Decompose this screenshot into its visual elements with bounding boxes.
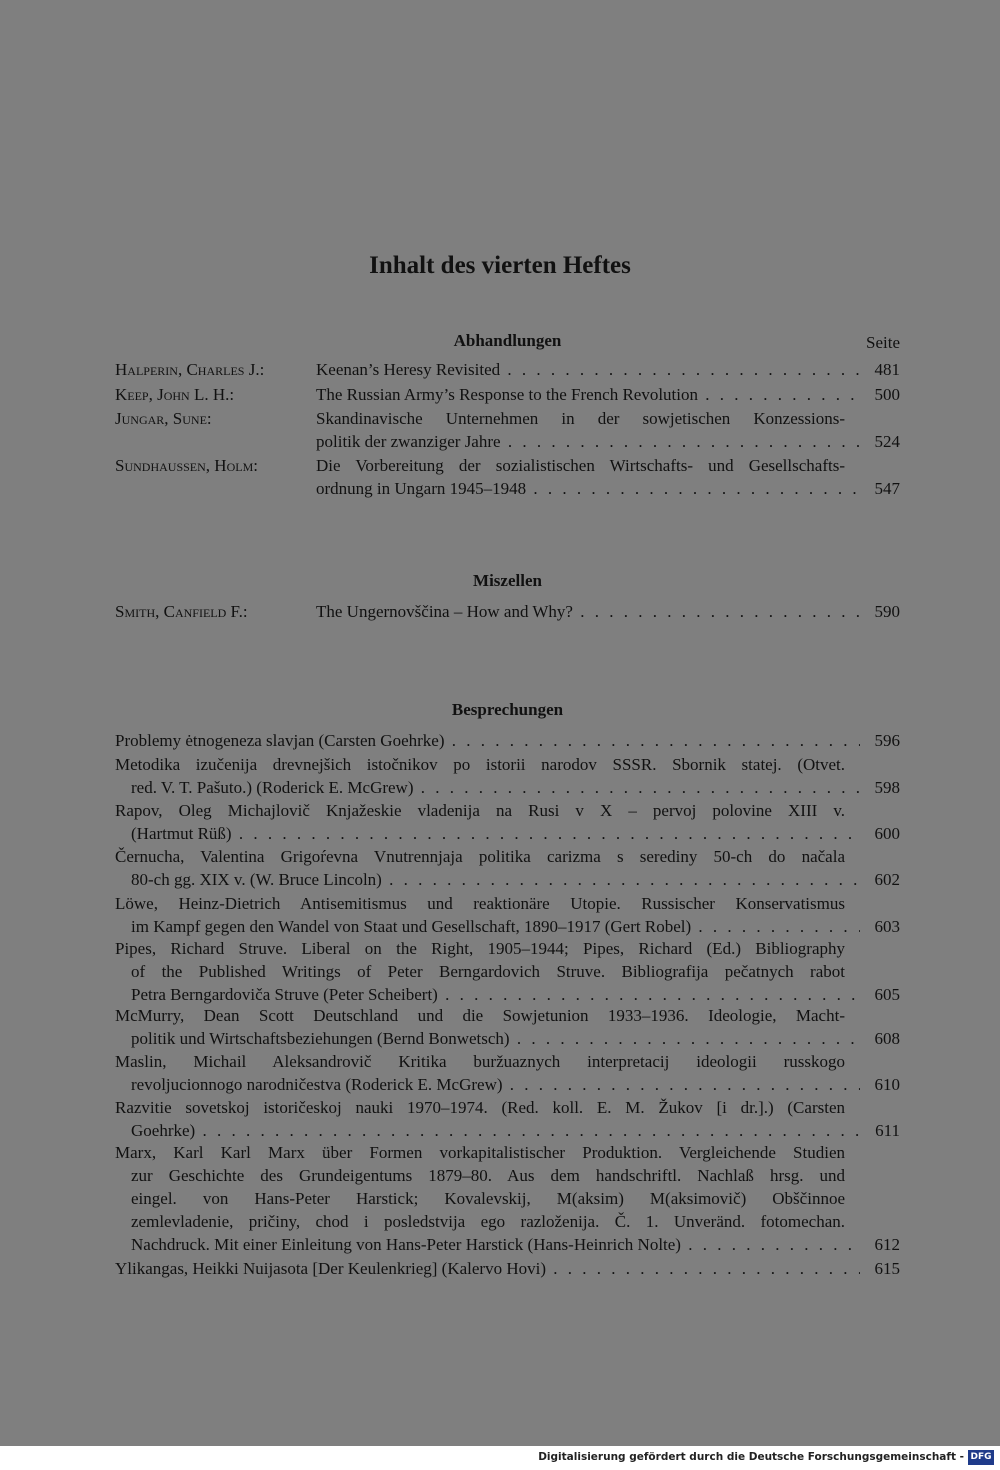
toc-title-line: Skandinavische Unternehmen in der sowjetischen Konzessions- <box>316 409 845 428</box>
review-page-number: 596 <box>860 729 900 752</box>
review-line: McMurry, Dean Scott Deutschland und die Sowjetunion 1933–1936. Ideologie, Macht- <box>115 1006 845 1025</box>
review-line: revoljucionnogo narodničestva (Roderick E. McGrew) . . . <box>115 1073 900 1096</box>
toc-author: Sundhaussen, Holm: <box>115 456 258 475</box>
review-entry <box>115 845 900 891</box>
toc-page-number: 524 <box>860 430 900 453</box>
review-entry <box>115 753 900 799</box>
review-entry <box>115 892 900 938</box>
review-page-number: 600 <box>860 822 900 845</box>
digitization-footer <box>0 1446 1000 1470</box>
review-line: zur Geschichte des Grundeigentums 1879–80. Aus dem handschriftl. Nachlaß hrsg. und <box>131 1166 845 1185</box>
review-entry <box>115 1004 900 1050</box>
review-page-number: 602 <box>860 868 900 891</box>
toc-title-line: The Ungernovščina – How and Why? . . . <box>316 600 900 623</box>
review-line: Petra Berngardoviča Struve (Peter Scheibert) . . . <box>115 983 900 1006</box>
toc-entry <box>115 454 900 500</box>
dfg-logo-icon: DFG <box>968 1450 994 1465</box>
review-line: of the Published Writings of Peter Berngardovich Struve. Bibliografija pečatnych rabot <box>131 962 845 981</box>
review-entry <box>115 1257 900 1280</box>
toc-title-line: politik der zwanziger Jahre . . . <box>316 430 900 453</box>
review-entry <box>115 937 900 1006</box>
toc-entry <box>115 600 900 623</box>
review-page-number: 610 <box>860 1073 900 1096</box>
section-heading-abhandlungen: Abhandlungen <box>453 331 562 350</box>
review-line: im Kampf gegen den Wandel von Staat und Gesellschaft, 1890–1917 (Gert Robel) . . . <box>115 915 900 938</box>
toc-page-number: 500 <box>860 383 900 406</box>
review-line: Metodika izučenija drevnejšich istočnikov po istorii narodov SSSR. Sbornik statej. (Otvet. <box>115 755 845 774</box>
review-page-number: 615 <box>860 1257 900 1280</box>
review-entry <box>115 799 900 845</box>
toc-entry <box>115 358 900 381</box>
review-line: Ylikangas, Heikki Nuijasota [Der Keulenkrieg] (Kalervo Hovi) . . . <box>115 1257 900 1280</box>
section-heading-miszellen: Miszellen <box>473 571 542 590</box>
review-line: red. V. T. Pašuto.) (Roderick E. McGrew) . . . <box>115 776 900 799</box>
toc-author: Keep, John L. H.: <box>115 385 235 404</box>
review-entry <box>115 1050 900 1096</box>
review-line: Černucha, Valentina Grigoŕevna Vnutrennjaja politika carizma s serediny 50-ch do načala <box>115 847 845 866</box>
review-entry <box>115 729 900 752</box>
review-page-number: 598 <box>860 776 900 799</box>
review-page-number: 608 <box>860 1027 900 1050</box>
toc-title-line: The Russian Army’s Response to the French Revolution . . . <box>316 383 900 406</box>
toc-title-line: Die Vorbereitung der sozialistischen Wirtschafts- und Gesellschafts- <box>316 456 845 475</box>
review-entry <box>115 1096 900 1142</box>
toc-entry <box>115 383 900 406</box>
review-line: Rapov, Oleg Michajlovič Knjažeskie vladenija na Rusi v X – pervoj polovine XIII v. <box>115 801 845 820</box>
toc-page-number: 481 <box>860 358 900 381</box>
seite-column-label: Seite <box>866 333 900 352</box>
review-line: Razvitie sovetskoj istoričeskoj nauki 1970–1974. (Red. koll. E. M. Žukov [i dr.].) (Carsten <box>115 1098 845 1117</box>
review-page-number: 605 <box>860 983 900 1006</box>
review-line: zemlevladenie, pričiny, chod i posledstvija ego razloženija. Č. 1. Unveränd. fotomechan. <box>131 1212 845 1231</box>
footer-credit: Digitalisierung gefördert durch die Deutsche Forschungsgemeinschaft - <box>538 1451 964 1463</box>
toc-author: Smith, Canfield F.: <box>115 602 248 621</box>
review-line: Maslin, Michail Aleksandrovič Kritika buržuaznych interpretacij ideologii russkogo <box>115 1052 845 1071</box>
review-page-number: 603 <box>860 915 900 938</box>
review-line: eingel. von Hans-Peter Harstick; Kovalevskij, M(aksim) M(aksimovič) Obščinnoe <box>131 1189 845 1208</box>
review-line: Problemy ėtnogeneza slavjan (Carsten Goehrke) . . . <box>115 729 900 752</box>
review-line: Goehrke) . . . <box>115 1119 900 1142</box>
review-line: (Hartmut Rüß) . . . <box>115 822 900 845</box>
review-page-number: 611 <box>860 1119 900 1142</box>
review-line: 80-ch gg. XIX v. (W. Bruce Lincoln) . . . <box>115 868 900 891</box>
review-entry <box>115 1141 900 1256</box>
review-line: politik und Wirtschaftsbeziehungen (Bernd Bonwetsch) . . . <box>115 1027 900 1050</box>
review-line: Löwe, Heinz-Dietrich Antisemitismus und reaktionäre Utopie. Russischer Konservatismus <box>115 894 845 913</box>
toc-title-line: Keenan’s Heresy Revisited . . . <box>316 358 900 381</box>
review-line: Pipes, Richard Struve. Liberal on the Right, 1905–1944; Pipes, Richard (Ed.) Bibliography <box>115 939 845 958</box>
toc-title-line: ordnung in Ungarn 1945–1948 . . . <box>316 477 900 500</box>
section-heading-besprechungen: Besprechungen <box>451 700 564 719</box>
toc-author: Jungar, Sune: <box>115 409 212 428</box>
toc-author: Halperin, Charles J.: <box>115 360 265 379</box>
toc-entry <box>115 407 900 453</box>
toc-page-number: 547 <box>860 477 900 500</box>
review-line: Nachdruck. Mit einer Einleitung von Hans-Peter Harstick (Hans-Heinrich Nolte) . . . <box>115 1233 900 1256</box>
review-page-number: 612 <box>860 1233 900 1256</box>
page-title: Inhalt des vierten Heftes <box>369 252 631 279</box>
toc-page-number: 590 <box>860 600 900 623</box>
review-line: Marx, Karl Karl Marx über Formen vorkapitalistischer Produktion. Vergleichende Studien <box>115 1143 845 1162</box>
